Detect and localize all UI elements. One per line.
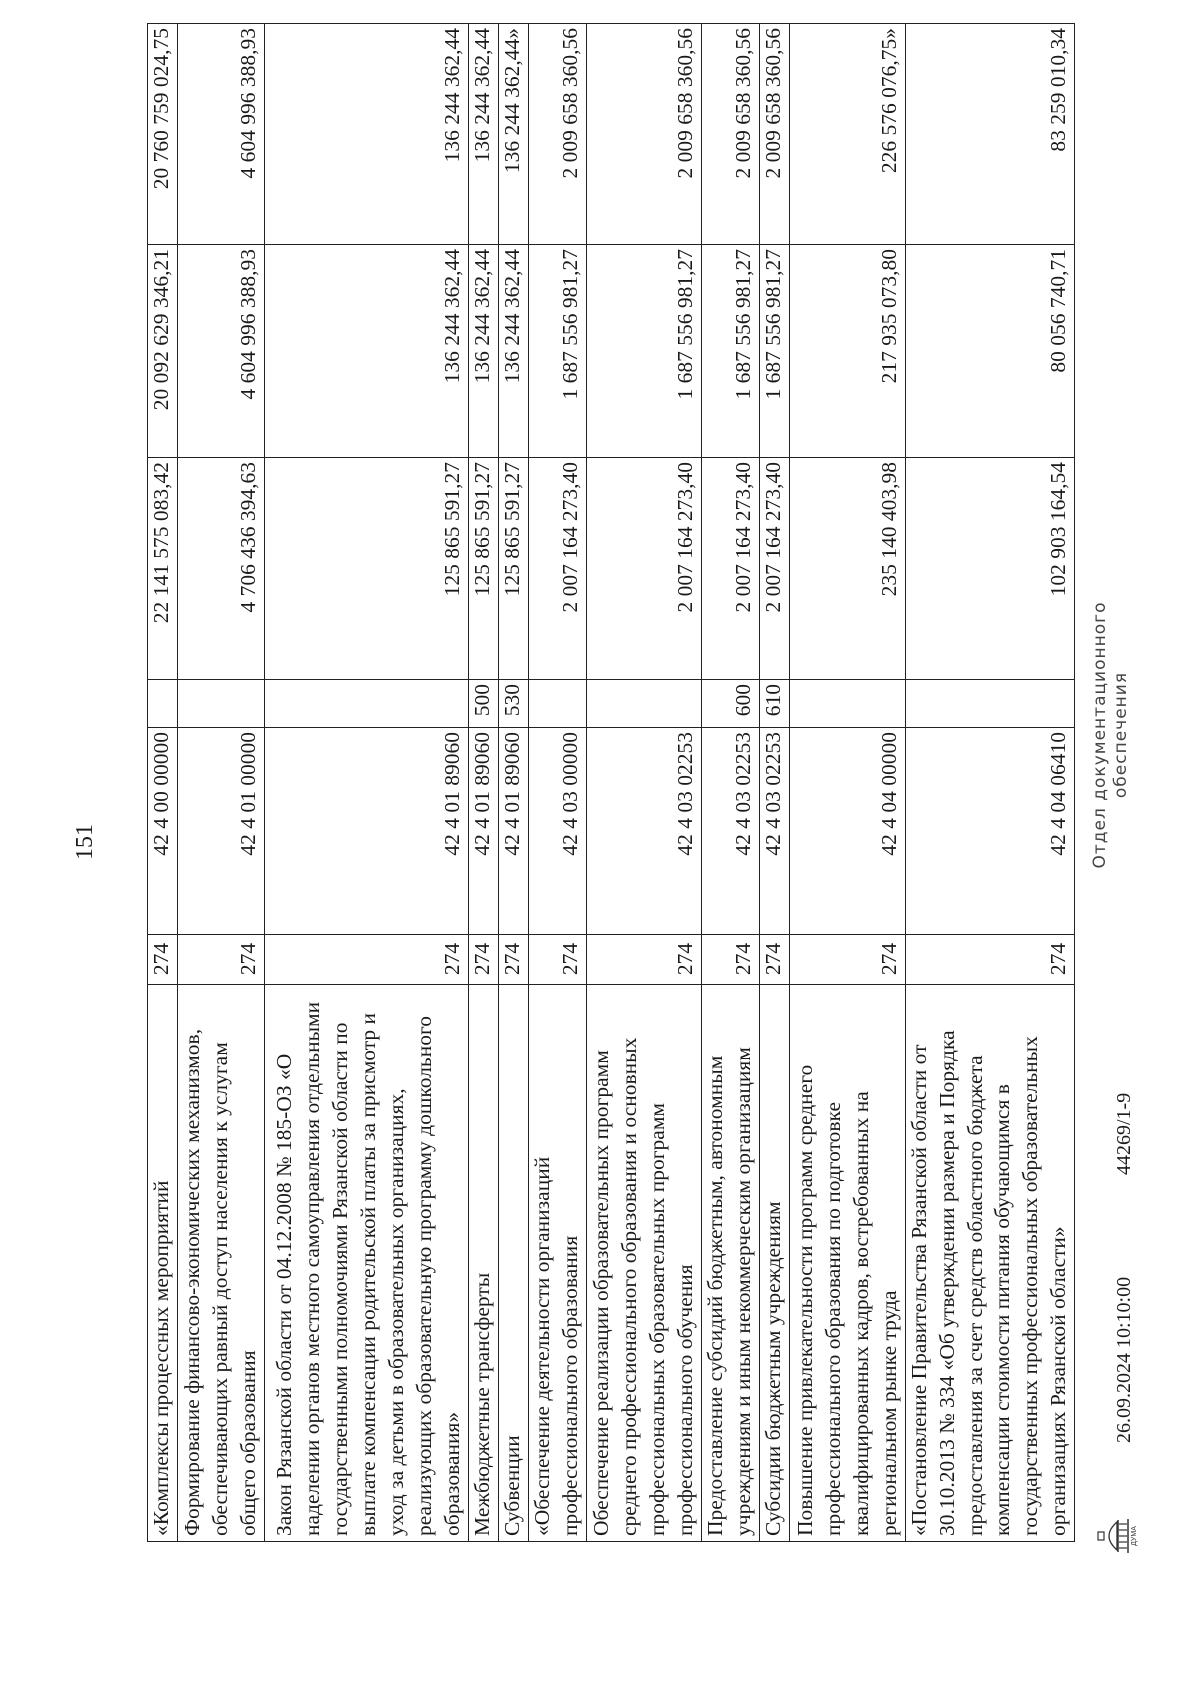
row-value-2: 80 056 740,71 <box>905 245 1075 458</box>
row-value-1: 125 865 591,27 <box>264 458 468 680</box>
row-value-2: 136 244 362,44 <box>264 245 468 458</box>
row-value-1: 2 007 164 273,40 <box>586 458 701 680</box>
table-row <box>586 24 701 1542</box>
row-ved: 274 <box>264 935 468 985</box>
table-body <box>148 24 1075 1542</box>
row-value-2: 136 244 362,44 <box>468 245 498 458</box>
row-value-1: 125 865 591,27 <box>468 458 498 680</box>
row-vr <box>905 680 1075 728</box>
row-code: 42 4 00 00000 <box>148 728 178 935</box>
row-value-2: 1 687 556 981,27 <box>759 245 789 458</box>
row-code: 42 4 03 02253 <box>586 728 701 935</box>
row-name: «Постановление Правительства Рязанской области от 30.10.2013 № 334 «Об утверждении размера и Порядка предоставления за счет средств областного бюджета компенсации стоимости питания обучающимся в государственных профессиональных образовательных организациях Рязанской области» <box>905 985 1075 1542</box>
row-value-1: 102 903 164,54 <box>905 458 1075 680</box>
row-ved: 274 <box>789 935 905 985</box>
row-value-3: 2 009 658 360,56 <box>586 24 701 245</box>
row-value-3: 226 576 076,75» <box>789 24 905 245</box>
row-value-3: 2 009 658 360,56 <box>759 24 789 245</box>
budget-table <box>147 23 1075 1542</box>
row-code: 42 4 03 02253 <box>759 728 789 935</box>
row-ved: 274 <box>759 935 789 985</box>
table-row <box>789 24 905 1542</box>
row-value-1: 235 140 403,98 <box>789 458 905 680</box>
row-value-1: 4 706 436 394,63 <box>177 458 264 680</box>
row-vr <box>264 680 468 728</box>
row-name: Субсидии бюджетным учреждениям <box>759 985 789 1542</box>
table-row <box>905 24 1075 1542</box>
footer-date: 26.09.2024 10:10:00 <box>1113 1276 1135 1443</box>
row-ved: 274 <box>177 935 264 985</box>
row-value-1: 2 007 164 273,40 <box>528 458 586 680</box>
row-value-2: 136 244 362,44 <box>498 245 528 458</box>
row-name: Повышение привлекательности программ среднего профессионального образования по подготовке квалифицированных кадров, востребованных на региональном рынке труда <box>789 985 905 1542</box>
row-name: Субвенции <box>498 985 528 1542</box>
duma-logo <box>1097 1517 1142 1555</box>
row-code: 42 4 04 00000 <box>789 728 905 935</box>
row-name: Межбюджетные трансферты <box>468 985 498 1542</box>
row-value-2: 20 092 629 346,21 <box>148 245 178 458</box>
row-name: «Обеспечение деятельности организаций профессионального образования <box>528 985 586 1542</box>
row-code: 42 4 03 02253 <box>701 728 759 935</box>
row-ved: 274 <box>148 935 178 985</box>
row-code: 42 4 01 00000 <box>177 728 264 935</box>
row-ved: 274 <box>528 935 586 985</box>
row-vr: 530 <box>498 680 528 728</box>
row-value-2: 1 687 556 981,27 <box>528 245 586 458</box>
department-stamp <box>1090 570 1133 900</box>
row-vr <box>528 680 586 728</box>
table-row <box>177 24 264 1542</box>
row-value-3: 136 244 362,44 <box>468 24 498 245</box>
row-value-1: 22 141 575 083,42 <box>148 458 178 680</box>
row-vr: 600 <box>701 680 759 728</box>
row-ved: 274 <box>586 935 701 985</box>
row-value-3: 2 009 658 360,56 <box>701 24 759 245</box>
row-vr <box>586 680 701 728</box>
row-code: 42 4 01 89060 <box>264 728 468 935</box>
row-value-3: 20 760 759 024,75 <box>148 24 178 245</box>
table-row <box>701 24 759 1542</box>
row-value-1: 2 007 164 273,40 <box>759 458 789 680</box>
row-vr <box>789 680 905 728</box>
table-row <box>759 24 789 1542</box>
table-row <box>148 24 178 1542</box>
table-row <box>468 24 498 1542</box>
table-row <box>528 24 586 1542</box>
row-value-1: 125 865 591,27 <box>498 458 528 680</box>
row-value-2: 217 935 073,80 <box>789 245 905 458</box>
stamp-line-2: обеспечения <box>1111 671 1132 799</box>
row-value-3: 136 244 362,44» <box>498 24 528 245</box>
row-ved: 274 <box>498 935 528 985</box>
row-value-1: 2 007 164 273,40 <box>701 458 759 680</box>
row-ved: 274 <box>701 935 759 985</box>
row-value-2: 1 687 556 981,27 <box>701 245 759 458</box>
row-vr: 610 <box>759 680 789 728</box>
row-ved: 274 <box>905 935 1075 985</box>
row-ved: 274 <box>468 935 498 985</box>
row-name: «Комплексы процессных мероприятий <box>148 985 178 1542</box>
footer-doc-number: 44269/1-9 <box>1113 1092 1135 1175</box>
duma-logo-caption: ДУМА <box>1131 1526 1138 1546</box>
row-code: 42 4 04 06410 <box>905 728 1075 935</box>
row-value-3: 2 009 658 360,56 <box>528 24 586 245</box>
row-code: 42 4 01 89060 <box>498 728 528 935</box>
row-value-3: 83 259 010,34 <box>905 24 1075 245</box>
row-value-3: 4 604 996 388,93 <box>177 24 264 245</box>
table-row <box>264 24 468 1542</box>
row-value-2: 1 687 556 981,27 <box>586 245 701 458</box>
row-value-3: 136 244 362,44 <box>264 24 468 245</box>
row-vr: 500 <box>468 680 498 728</box>
row-code: 42 4 01 89060 <box>468 728 498 935</box>
row-name: Обеспечение реализации образовательных программ среднего профессионального образования и основных профессиональных образовательных программ профессионального обучения <box>586 985 701 1542</box>
row-name: Закон Рязанской области от 04.12.2008 № 185-ОЗ «О наделении органов местного самоуправления отдельными государственными полномочиями Рязанской области по выплате компенсации родительской платы за присмотр и уход за детьми в образовательных организациях, реализующих образовательную программу дошкольного образования» <box>264 985 468 1542</box>
duma-building-icon <box>1097 1517 1137 1555</box>
row-name: Формирование финансово-экономических механизмов, обеспечивающих равный доступ населения к услугам общего образования <box>177 985 264 1542</box>
row-vr <box>148 680 178 728</box>
row-value-2: 4 604 996 388,93 <box>177 245 264 458</box>
row-name: Предоставление субсидий бюджетным, автономным учреждениям и иным некоммерческим организациям <box>701 985 759 1542</box>
table-row <box>498 24 528 1542</box>
stamp-line-1: Отдел документационного <box>1090 601 1110 869</box>
row-code: 42 4 03 00000 <box>528 728 586 935</box>
row-vr <box>177 680 264 728</box>
page-number: 151 <box>72 824 98 860</box>
